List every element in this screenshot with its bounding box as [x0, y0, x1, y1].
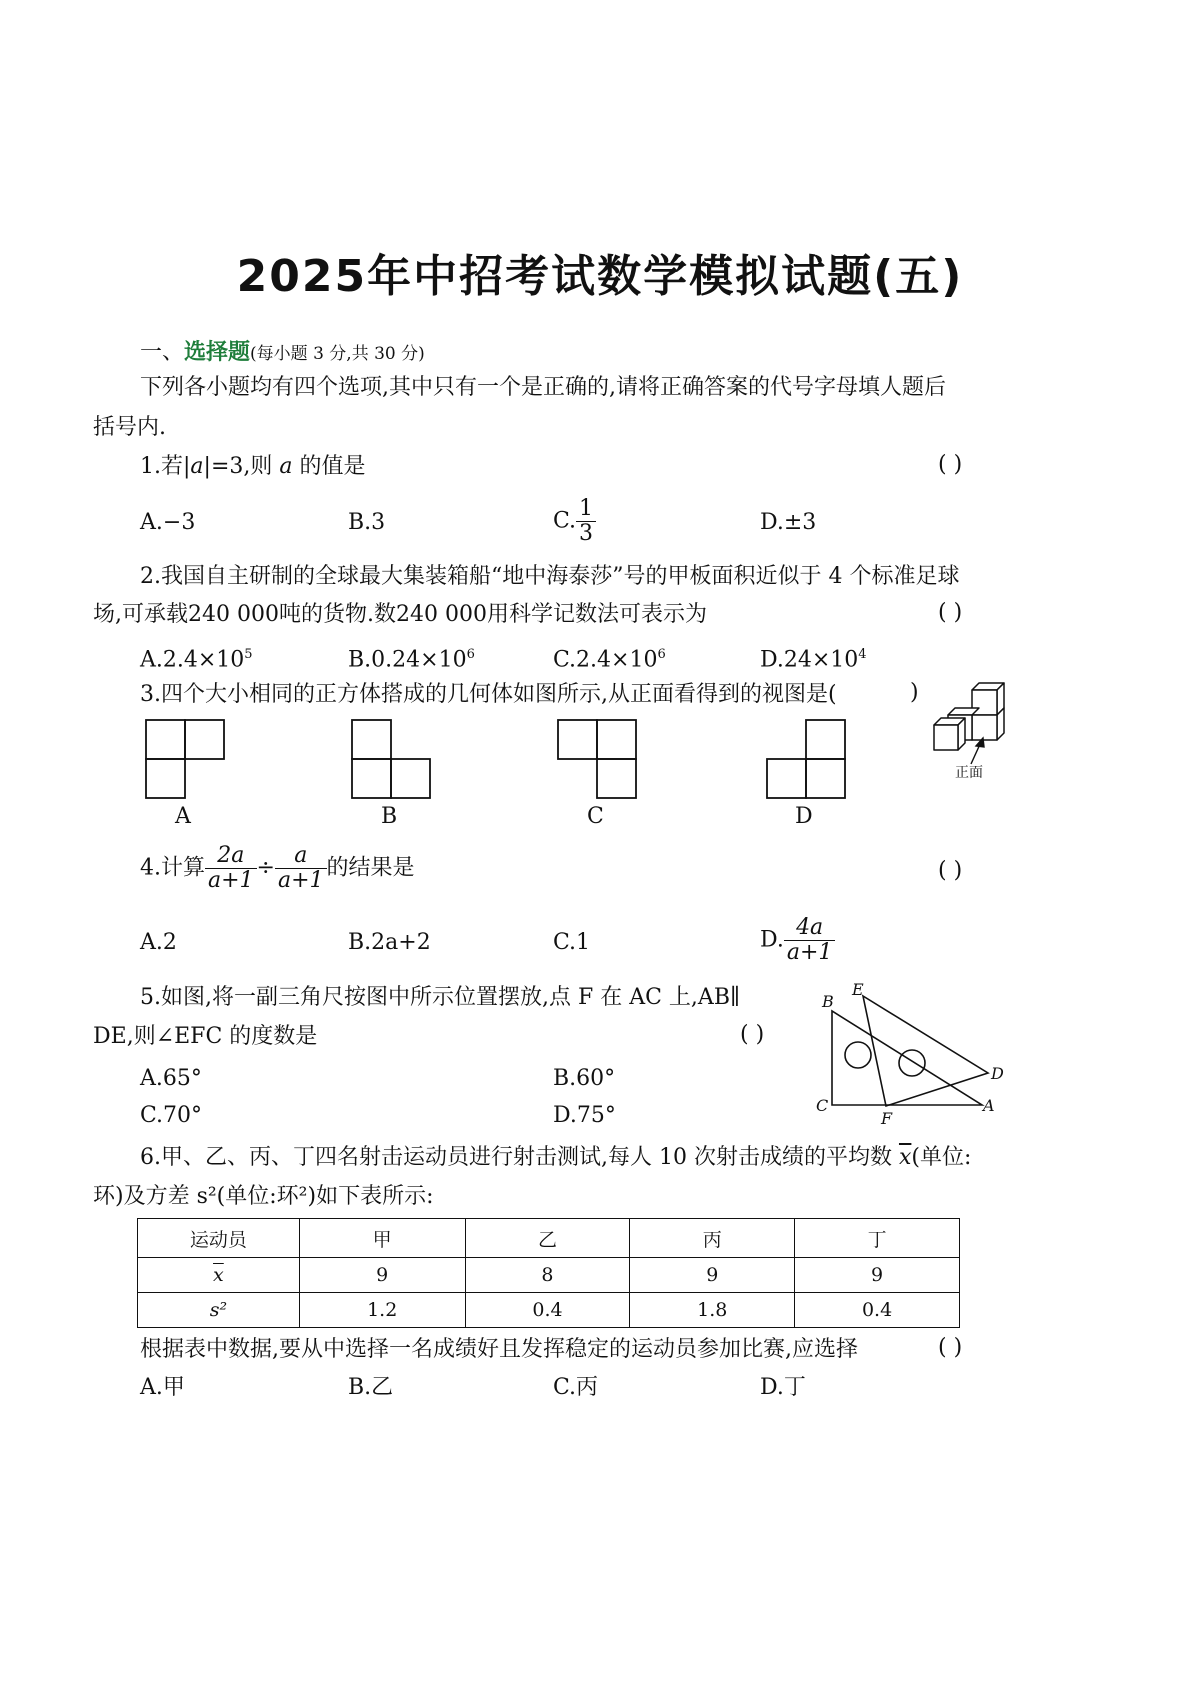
- point-f: F: [881, 1109, 893, 1128]
- q6-line-1: [140, 1143, 971, 1173]
- table-cell: 9: [630, 1258, 795, 1293]
- q5-line-1: 5.如图,将一副三角尺按图中所示位置摆放,点 F 在 AC 上,AB∥: [140, 985, 741, 1010]
- score-table: [137, 1218, 960, 1328]
- q3-stem: 3.四个大小相同的正方体搭成的几何体如图所示,从正面看得到的视图是(: [140, 682, 837, 707]
- front-label: 正面: [955, 765, 983, 781]
- triangle-def: [863, 996, 988, 1106]
- q3-label-a: A: [175, 804, 191, 829]
- q6-option-c: C.丙: [553, 1375, 599, 1400]
- q1-option-c-label: C.: [553, 508, 577, 534]
- exponent: 4: [858, 647, 867, 662]
- mean-symbol: $\overline{x}$: [898, 1145, 912, 1170]
- table-cell: 1.2: [299, 1293, 465, 1328]
- table-header-row: [138, 1219, 960, 1258]
- table-cell: 9: [795, 1258, 960, 1293]
- table-header: 运动员: [138, 1219, 300, 1258]
- fraction-numerator: 1: [576, 497, 596, 522]
- fraction-denominator: a+1: [277, 868, 324, 893]
- q3-label-b: B: [381, 804, 398, 829]
- table-row: [138, 1258, 960, 1293]
- q1-var: a: [190, 454, 204, 479]
- row-label-variance: s²: [138, 1293, 300, 1328]
- hole-right: [899, 1050, 925, 1076]
- q1-option-a: A.−3: [140, 510, 196, 535]
- option-text: B.0.24×10: [348, 647, 467, 673]
- point-b: B: [822, 992, 834, 1011]
- table-cell: 8: [465, 1258, 630, 1293]
- q4-option-a: A.2: [140, 930, 177, 955]
- point-a: A: [983, 1096, 995, 1115]
- q5-option-d: D.75°: [553, 1103, 616, 1128]
- q1-stem-part: 的值是: [292, 454, 366, 479]
- q5-option-c: C.70°: [140, 1103, 203, 1128]
- section-name: 选择题: [184, 339, 251, 365]
- section-number: 一、: [140, 340, 185, 365]
- hole-left: [845, 1042, 871, 1068]
- q5-option-a: A.65°: [140, 1066, 202, 1091]
- q6-option-a: A.甲: [140, 1375, 185, 1400]
- q4-prefix: 4.计算: [140, 855, 205, 881]
- table-cell: 0.4: [465, 1293, 630, 1328]
- table-cell: 0.4: [795, 1293, 960, 1328]
- q1-stem-part: 1.若|: [140, 454, 191, 479]
- triangle-abc: [832, 1011, 982, 1105]
- exponent: 6: [657, 647, 666, 662]
- q2-line-1: 2.我国自主研制的全球最大集装箱船“地中海泰莎”号的甲板面积近似于 4 个标准足球: [140, 564, 960, 589]
- table-cell: 9: [299, 1258, 465, 1293]
- exponent: 6: [466, 647, 475, 662]
- point-e: E: [852, 980, 864, 999]
- fraction-denominator: a+1: [208, 868, 254, 893]
- page-title: 2025年中招考试数学模拟试题(五): [236, 251, 964, 302]
- q4-option-b: B.2a+2: [348, 930, 431, 955]
- instruction-line-1: 下列各小题均有四个选项,其中只有一个是正确的,请将正确答案的代号字母填人题后: [140, 375, 946, 400]
- q6-answer-paren[interactable]: ( ): [938, 1335, 963, 1360]
- q3-stem-close: ): [910, 680, 919, 705]
- table-header: 甲: [299, 1219, 465, 1258]
- table-cell: 1.8: [630, 1293, 795, 1328]
- option-text: C.2.4×10: [553, 647, 658, 673]
- fraction-numerator: a: [275, 844, 327, 869]
- q4-answer-paren[interactable]: ( ): [938, 858, 963, 883]
- q4-option-d-label: D.: [760, 927, 784, 953]
- q5-answer-paren[interactable]: ( ): [740, 1022, 765, 1047]
- option-text: D.24×10: [760, 647, 859, 673]
- table-header: 丙: [630, 1219, 795, 1258]
- q3-label-d: D: [795, 804, 813, 829]
- exponent: 5: [244, 647, 253, 662]
- q6-line-1-text: 6.甲、乙、丙、丁四名射击运动员进行射击测试,每人 10 次射击成绩的平均数: [140, 1145, 899, 1170]
- q1-stem-part: |=3,则: [203, 454, 280, 479]
- q6-option-d: D.丁: [760, 1375, 806, 1400]
- fraction-numerator: 4a: [784, 916, 836, 941]
- q1-option-b: B.3: [348, 510, 386, 535]
- q2-line-2: 场,可承载240 000吨的货物.数240 000用科学记数法可表示为: [93, 602, 707, 627]
- point-d: D: [991, 1064, 1004, 1083]
- q1-option-d: D.±3: [760, 510, 817, 535]
- fraction-numerator: 2a: [205, 844, 257, 869]
- row-label-mean: $\overline{x}$: [138, 1258, 300, 1293]
- q4-option-c: C.1: [553, 930, 591, 955]
- q1-var: a: [279, 454, 293, 479]
- option-text: A.2.4×10: [140, 647, 245, 673]
- q6-line-1-end: (单位:: [911, 1145, 972, 1170]
- fraction-denominator: a+1: [786, 940, 833, 965]
- q6-option-b: B.乙: [348, 1375, 394, 1400]
- q6-question: 根据表中数据,要从中选择一名成绩好且发挥稳定的运动员参加比赛,应选择: [140, 1337, 858, 1362]
- q4-suffix: 的结果是: [326, 855, 415, 881]
- q6-line-2: 环)及方差 s²(单位:环²)如下表所示:: [93, 1184, 434, 1209]
- table-header: 乙: [465, 1219, 630, 1258]
- table-header: 丁: [795, 1219, 960, 1258]
- fraction-denominator: 3: [579, 521, 594, 546]
- q2-answer-paren[interactable]: ( ): [938, 600, 963, 625]
- point-c: C: [816, 1096, 829, 1115]
- q5-line-2: DE,则∠EFC 的度数是: [93, 1024, 318, 1049]
- q1-answer-paren[interactable]: ( ): [938, 452, 963, 477]
- table-row: [138, 1293, 960, 1328]
- section-note: (每小题 3 分,共 30 分): [250, 344, 425, 364]
- q3-label-c: C: [587, 804, 604, 829]
- divide-sign: ÷: [256, 855, 275, 881]
- instruction-line-2: 括号内.: [93, 415, 166, 440]
- q5-option-b: B.60°: [553, 1066, 616, 1091]
